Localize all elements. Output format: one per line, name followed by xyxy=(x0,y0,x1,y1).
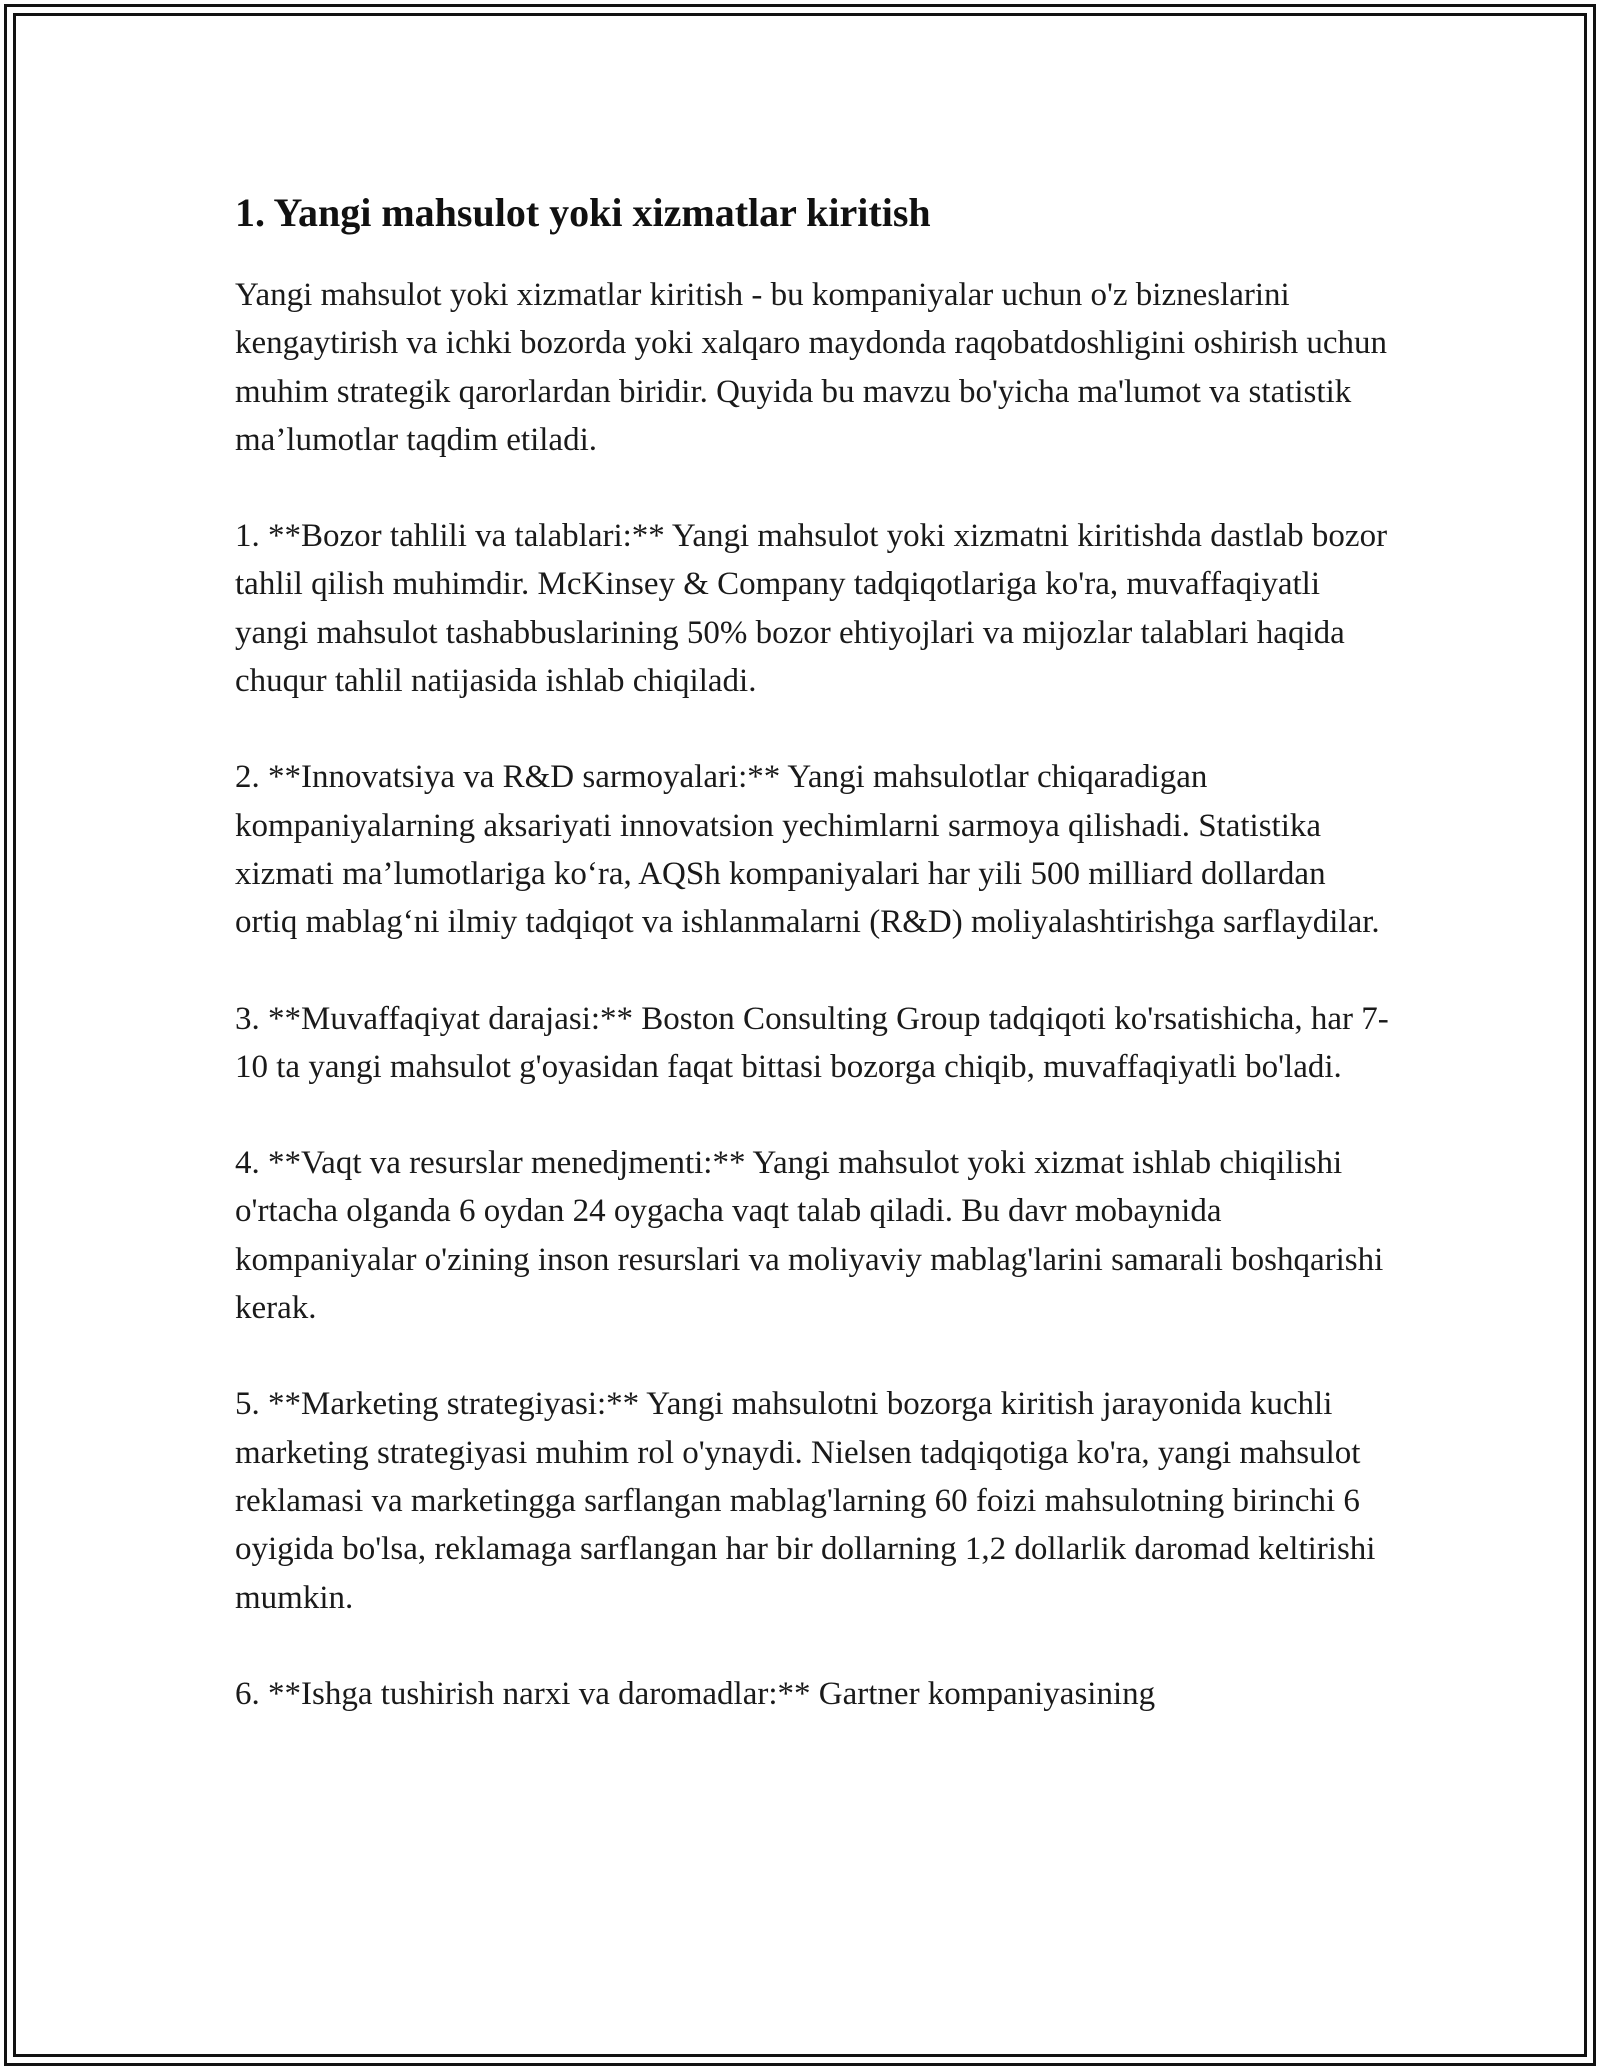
list-item-launch-cost: 6. **Ishga tushirish narxi va daromadlar:** Gartner kompaniyasining xyxy=(235,1675,1156,1712)
list-item-marketing-strategy: 5. **Marketing strategiyasi:** Yangi mahsulotni bozorga kiritish jarayonida kuchli marketing strategiyasi muhim rol o'ynaydi. Nielsen tadqiqotiga ko'ra, yangi mahsulot reklamasi va marketingga sarflangan mablag'larning 60 foizi mahsulotning birinchi 6 oyigida bo'lsa, reklamaga sarflangan har bir dollarning 1,2 dollarlik daromad keltirishi mumkin. xyxy=(235,1386,1376,1616)
document-body xyxy=(235,185,1395,1766)
list-item-innovation-rnd: 2. **Innovatsiya va R&D sarmoyalari:** Yangi mahsulotlar chiqaradigan kompaniyalarning aksariyati innovatsion yechimlarni sarmoya qilishadi. Statistika xizmati ma’lumotlariga ko‘ra, AQSh kompaniyalari har yili 500 milliard dollardan ortiq mablag‘ni ilmiy tadqiqot va ishlanmalarni (R&D) moliyalashtirishga sarflaydilar. xyxy=(235,759,1380,941)
intro-paragraph: Yangi mahsulot yoki xizmatlar kiritish - bu kompaniyalar uchun o'z bizneslarini kengaytirish va ichki bozorda yoki xalqaro maydonda raqobatdoshligini oshirish uchun muhim strategik qarorlardan biridir. Quyida bu mavzu bo'yicha ma'lumot va statistik ma’lumotlar taqdim etiladi. xyxy=(235,277,1388,458)
list-item-time-resources: 4. **Vaqt va resurslar menedjmenti:** Yangi mahsulot yoki xizmat ishlab chiqilishi o'rtacha olganda 6 oydan 24 oygacha vaqt talab qiladi. Bu davr mobaynida kompaniyalar o'zining inson resurslari va moliyaviy mablag'larini samarali boshqarishi kerak. xyxy=(235,1145,1384,1327)
document-title: 1. Yangi mahsulot yoki xizmatlar kiritish xyxy=(235,190,931,235)
list-item-market-analysis: 1. **Bozor tahlili va talablari:** Yangi mahsulot yoki xizmatni kiritishda dastlab bozor tahlil qilish muhimdir. McKinsey & Company tadqiqotlariga ko'ra, muvaffaqiyatli yangi mahsulot tashabbuslarining 50% bozor ehtiyojlari va mijozlar talablari haqida chuqur tahlil natijasida ishlab chiqiladi. xyxy=(235,518,1388,700)
list-item-success-rate: 3. **Muvaffaqiyat darajasi:** Boston Consulting Group tadqiqoti ko'rsatishicha, har 7-10 ta yangi mahsulot g'oyasidan faqat bittasi bozorga chiqib, muvaffaqiyatli bo'ladi. xyxy=(235,1000,1389,1085)
